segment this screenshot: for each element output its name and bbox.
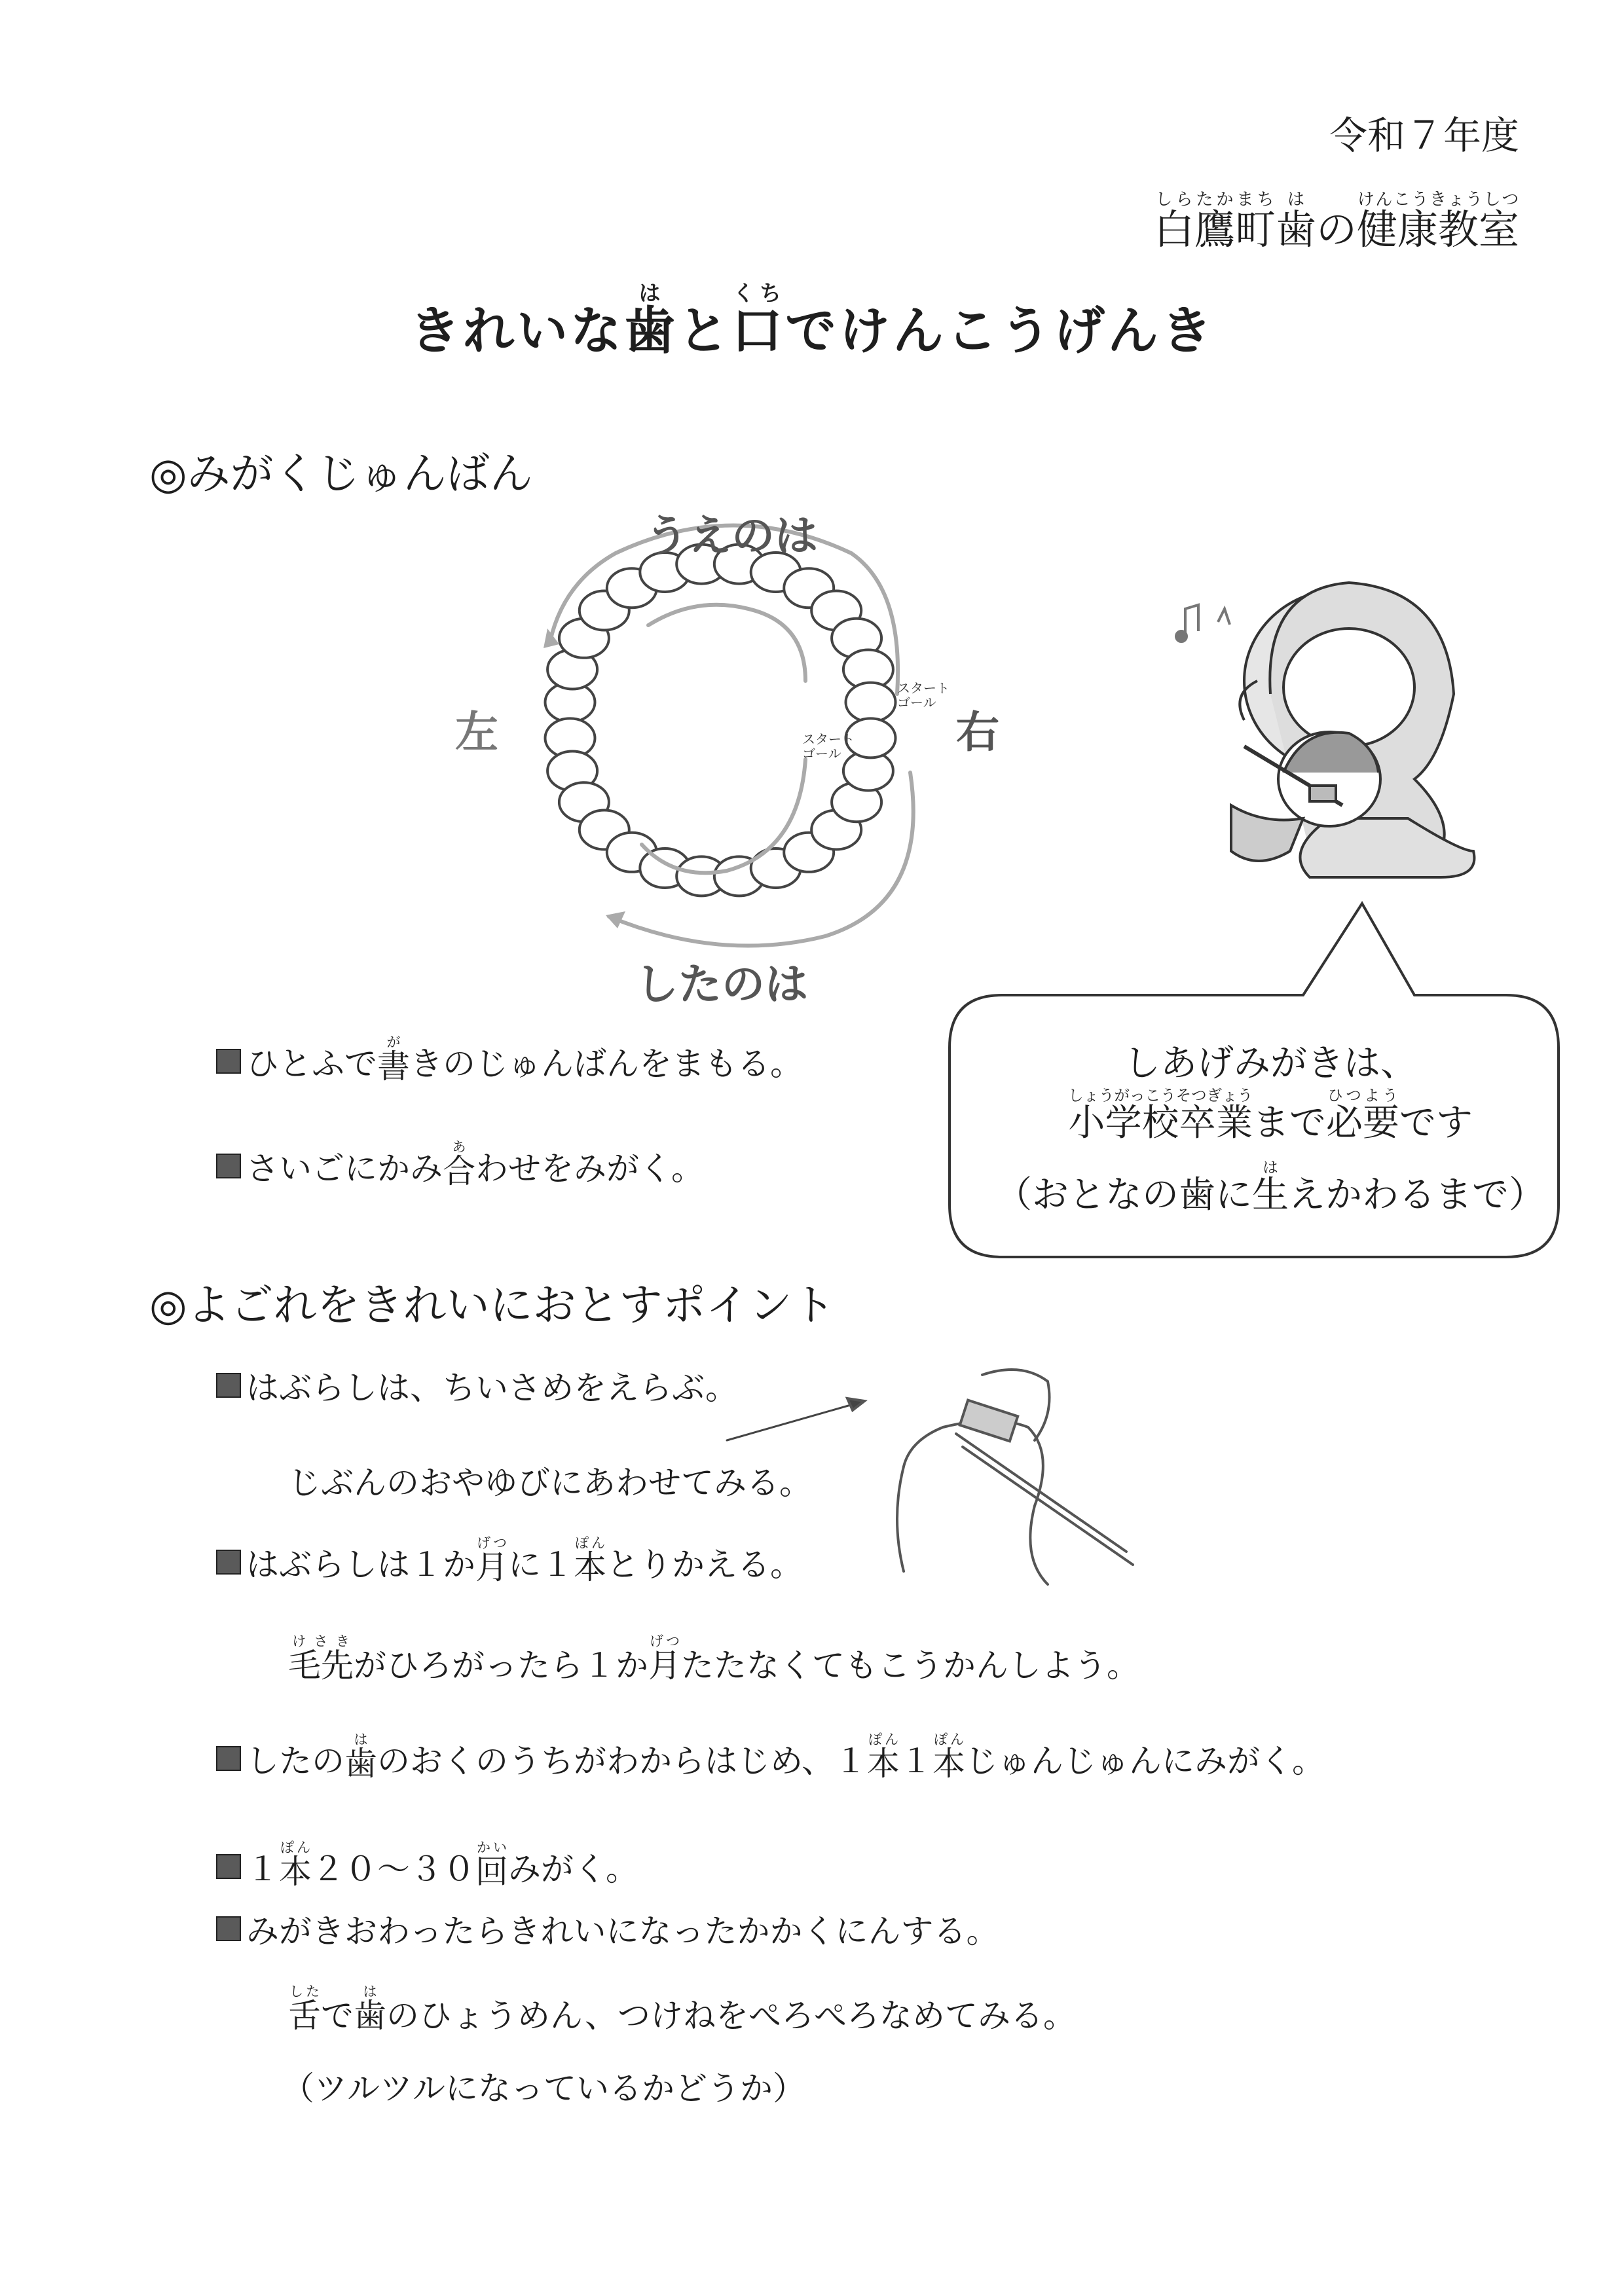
bullet-replace-monthly: はぶらしは１か 月げつ に１ 本ぽん とりかえる。 xyxy=(216,1535,803,1588)
bullet-square-icon xyxy=(216,1373,241,1398)
bullet-square-icon xyxy=(216,1854,241,1879)
start-goal-label-lower: スタート ゴール xyxy=(802,731,855,761)
tooth xyxy=(846,683,896,722)
organization-name: 白鷹町しらたかまち歯はの健康教室けんこうきょうしつ xyxy=(1153,190,1519,253)
bullet-one-stroke-order: ひとふで 書が きのじゅんばんをまもる。 xyxy=(216,1034,803,1087)
bullet-brush-count: １ 本ぽん ２０～３０ 回かい みがく。 xyxy=(216,1840,638,1893)
bubble-line-3: （おとなの歯に生はえかわるまで） xyxy=(995,1158,1545,1216)
bullet-square-icon xyxy=(216,1550,241,1575)
bullet-square-icon xyxy=(216,1916,241,1941)
bullet-square-icon xyxy=(216,1746,241,1771)
section-heading-cleaning-points: ◎よごれをきれいにおとすポイント xyxy=(149,1280,836,1330)
fiscal-year: 令和７年度 xyxy=(1329,113,1519,158)
parent-child-illustration xyxy=(1231,583,1474,877)
bullet-square-icon xyxy=(216,1049,241,1074)
lower-teeth-label: したのは xyxy=(635,959,808,1010)
bullet-lower-inner-first: したの 歯は のおくのうちがわからはじめ、１ 本ぽん １ 本ぽん じゅんじゅんにみがく。 xyxy=(216,1732,1325,1785)
note-lick-teeth: 舌したで歯はのひょうめん、つけねをぺろぺろなめてみる。 xyxy=(288,1984,1076,2035)
bullet-square-icon xyxy=(216,1154,241,1178)
bubble-line-1: しあげみがきは、 xyxy=(1124,1042,1417,1085)
bullet-check-clean: みがきおわったらきれいになったかかくにんする。 xyxy=(216,1905,999,1952)
org-ruby-a: 白鷹町しらたかまち xyxy=(1153,190,1276,253)
org-ruby-c: 健康教室けんこうきょうしつ xyxy=(1356,190,1519,253)
upper-teeth xyxy=(545,545,896,722)
page-title: きれいな歯はと口くちでけんこうげんき xyxy=(409,281,1215,361)
right-side-label: 右 xyxy=(956,707,999,757)
left-side-label: 左 xyxy=(455,707,498,757)
bullet-brush-bite-surface: さいごにかみ 合あ わせをみがく。 xyxy=(216,1139,704,1192)
upper-teeth-label: うえのは xyxy=(645,511,818,561)
note-bristles-spread: 毛先けさきがひろがったら１か月げつたたなくてもこうかんしよう。 xyxy=(288,1633,1139,1685)
section-heading-brushing-order: ◎みがくじゅんばん xyxy=(149,448,533,499)
bubble-line-2: 小学校卒業しょうがっこうそつぎょうまで必要ひつようです xyxy=(1068,1086,1473,1144)
start-goal-label-upper: スタート ゴール xyxy=(897,680,950,710)
note-smooth-check: （ツルツルになっているかどうか） xyxy=(282,2069,805,2107)
upper-inner-arrow xyxy=(648,605,805,681)
note-match-thumb: じぶんのおやゆびにあわせてみる。 xyxy=(288,1464,812,1502)
org-ruby-b: 歯は xyxy=(1275,190,1316,253)
bullet-small-toothbrush: はぶらしは、ちいさめをえらぶ。 xyxy=(216,1362,738,1409)
music-notes xyxy=(1176,605,1230,642)
